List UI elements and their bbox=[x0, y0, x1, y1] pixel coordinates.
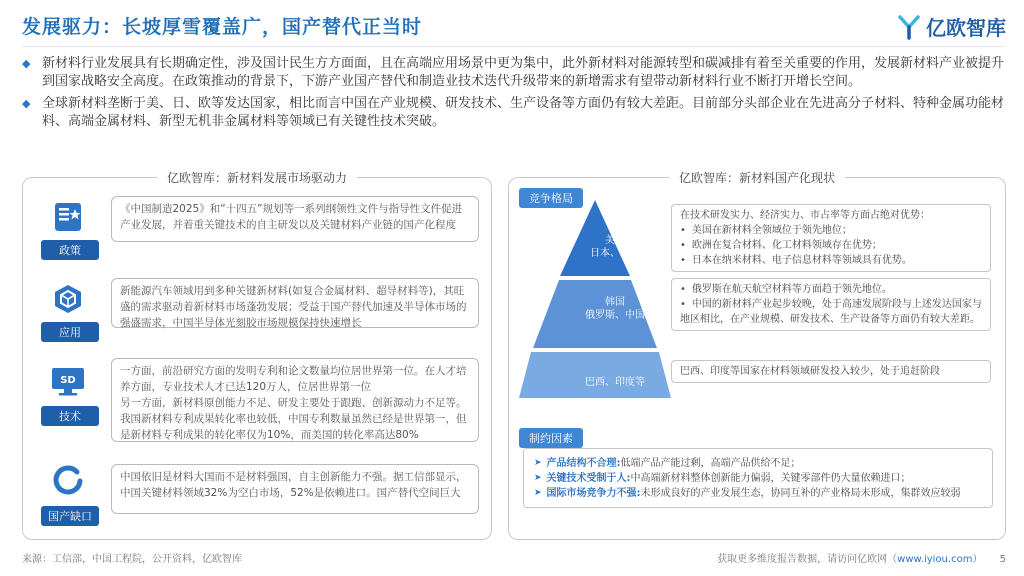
tier-box-item: • 日本在纳米材料、电子信息材料等领域具有优势。 bbox=[680, 253, 982, 268]
pyramid-tier-bottom bbox=[519, 352, 671, 398]
tier-box-bottom bbox=[671, 360, 991, 383]
tier-box-item: • 中国的新材料产业起步较晚，处于高速发展阶段与上述发达国家与地区相比，在产业规模、研发技术、生产设备等方面仍有较大差距。 bbox=[680, 297, 982, 327]
driver-row-domestic-gap bbox=[33, 460, 483, 540]
footer-more-prefix: 获取更多维度报告数据，请访问亿欧网（ bbox=[717, 554, 898, 565]
page-number: 5 bbox=[999, 554, 1006, 565]
factor-key: 产品结构不合理: bbox=[546, 458, 621, 469]
left-panel-title: 亿欧智库：新材料发展市场驱动力 bbox=[157, 169, 357, 186]
driver-tag: 政策 bbox=[41, 240, 99, 260]
factor-item bbox=[534, 486, 982, 501]
tier-box-intro: 巴西、印度等国家在材料领域研发投入较少，处于追赶阶段 bbox=[680, 366, 940, 377]
factors-chip: 制约因素 bbox=[519, 428, 583, 448]
factor-item bbox=[534, 456, 982, 471]
title-divider bbox=[22, 46, 1006, 47]
tier-box-item: • 美国在新材料全领域位于领先地位； bbox=[680, 223, 982, 238]
yiou-logo-icon bbox=[896, 14, 922, 40]
factor-text: 低端产品产能过剩，高端产品供给不足； bbox=[620, 458, 801, 469]
ring-gap-icon bbox=[43, 460, 93, 502]
cube-icon bbox=[43, 278, 93, 320]
tier-label-middle: 韩国 俄罗斯、中国 bbox=[585, 297, 645, 321]
arrow-bullet-icon: ➤ bbox=[534, 488, 542, 498]
bullet-item bbox=[22, 95, 1007, 131]
factor-item bbox=[534, 471, 982, 486]
factor-text: 中高端新材料整体创新能力偏弱，关键零部件仍大量依赖进口； bbox=[630, 473, 911, 484]
diamond-bullet-icon: ◆ bbox=[22, 97, 31, 110]
factor-key: 关键技术受制于人: bbox=[546, 473, 631, 484]
market-drivers-panel bbox=[22, 171, 492, 540]
constraint-factors-box bbox=[523, 448, 993, 508]
page-title: 发展驱力：长坡厚雪覆盖广，国产替代正当时 bbox=[22, 16, 423, 38]
driver-description: 《中国制造2025》和“十四五”规划等一系列纲领性文件与指导性文件促进产业发展，并着重关键技术的自主研发以及关键材料产业链的国产化程度 bbox=[111, 196, 479, 242]
factor-key: 国际市场竞争力不强: bbox=[546, 488, 641, 499]
driver-description: 一方面，前沿研究方面的发明专利和论文数量均位居世界第一位。在人才培养方面，专业技术人才已达120万人，位居世界第一位 另一方面，新材料原创能力不足、研发主要处于跟跑、创新源动力不足等。我国新材料专利成果转化率也较低，中国专利数量虽然已经是世界第一，但是新材料专利成果的转化率仅为10%，而美国的转化率高达80% bbox=[111, 358, 479, 442]
tier-box-intro: 在技术研发实力、经济实力、市占率等方面占绝对优势： bbox=[680, 210, 930, 221]
monitor-sd-icon bbox=[43, 360, 93, 402]
bullet-text: 全球新材料垄断于美、日、欧等发达国家，相比而言中国在产业规模、研发技术、生产设备等方面仍有较大差距。目前部分头部企业在先进高分子材料、特种金属功能材料、高端金属材料、新型无机非金属材料等领域已有关键性技术突破。 bbox=[42, 96, 1005, 129]
driver-description: 中国依旧是材料大国而不是材料强国，自主创新能力不强。据工信部显示，中国关键材料领域32%为空白市场，52%是依赖进口。国产替代空间巨大 bbox=[111, 464, 479, 514]
driver-row-application bbox=[33, 278, 483, 358]
footer-link[interactable]: www.iyiou.com bbox=[897, 554, 973, 565]
tier-box-middle bbox=[671, 278, 991, 331]
logo-text: 亿欧智库 bbox=[926, 16, 1006, 40]
factor-text: 未形成良好的产业发展生态，协同互补的产业格局未形成，集群效应较弱 bbox=[640, 488, 961, 499]
source-note: 来源：工信部，中国工程院，公开资料，亿欧智库 bbox=[22, 554, 242, 565]
driver-row-policy bbox=[33, 196, 483, 276]
bullet-item bbox=[22, 55, 1007, 91]
bullet-text: 新材料行业发展具有长期确定性，涉及国计民生方方面面，且在高端应用场景中更为集中，此外新材料对能源转型和碳减排有着至关重要的作用，发展新材料产业被提升到国家战略安全高度。在政策推动的背景下，下游产业国产替代和制造业技术迭代升级带来的新增需求有望带动新材料行业不断打开增长空间。 bbox=[42, 56, 1005, 89]
footer-more-suffix: ） bbox=[972, 554, 983, 565]
diamond-bullet-icon: ◆ bbox=[22, 57, 31, 70]
tier-box-top bbox=[671, 204, 991, 272]
localization-status-panel bbox=[508, 171, 1006, 540]
logo bbox=[896, 12, 1006, 41]
arrow-bullet-icon: ➤ bbox=[534, 473, 542, 483]
tier-label-bottom: 巴西、印度等 bbox=[585, 377, 645, 388]
driver-tag: 技术 bbox=[41, 406, 99, 426]
right-panel-title: 亿欧智库：新材料国产化现状 bbox=[669, 169, 845, 186]
svg-text:SD: SD bbox=[60, 375, 76, 386]
tier-box-item: • 俄罗斯在航天航空材料等方面趋于领先地位。 bbox=[680, 282, 982, 297]
tier-box-item: • 欧洲在复合材料、化工材料领域存在优势； bbox=[680, 238, 982, 253]
tier-label-top: 美国 日本、欧洲 bbox=[590, 235, 640, 259]
driver-description: 新能源汽车领域用到多种关键新材料(如复合金属材料、超导材料等)，其旺盛的需求驱动着新材料市场蓬勃发展；受益于国产替代加速及半导体市场的强盛需求，中国半导体光刻胶市场规模保持快速增长 bbox=[111, 278, 479, 328]
arrow-bullet-icon: ➤ bbox=[534, 458, 542, 468]
document-star-icon bbox=[43, 196, 93, 238]
intro-bullets bbox=[22, 55, 1007, 135]
driver-tag: 应用 bbox=[41, 322, 99, 342]
driver-row-technology bbox=[33, 360, 483, 440]
footer-more bbox=[717, 550, 1006, 565]
driver-tag: 国产缺口 bbox=[41, 506, 99, 526]
competition-chip: 竞争格局 bbox=[519, 188, 583, 208]
